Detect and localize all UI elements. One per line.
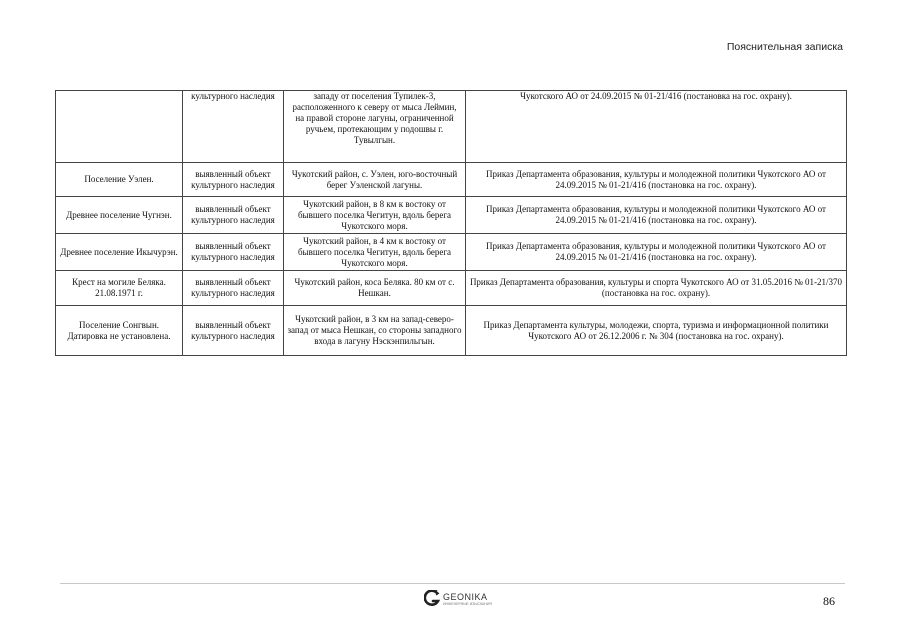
cell-object-location: Чукотский район, с. Уэлен, юго-восточный берег Уэленской лагуны. [284, 163, 466, 197]
table-row [56, 197, 847, 234]
cell-protection-document: Приказ Департамента культуры, молодежи, спорта, туризма и информационной политики Чукотского АО от 26.12.2006 г. № 304 (постановка на гос. охрану). [466, 306, 847, 356]
document-header-title: Пояснительная записка [726, 41, 843, 53]
heritage-objects-table [55, 90, 847, 356]
cell-object-name: Крест на могиле Беляка. 21.08.1971 г. [56, 271, 183, 306]
cell-object-type: выявленный объект культурного наследия [183, 306, 284, 356]
cell-object-location: Чукотский район, в 3 км на запад-северо-запад от мыса Нешкан, со стороны западного входа в лагуну Нэскэнпильгын. [284, 306, 466, 356]
cell-object-location: Чукотский район, в 4 км к востоку от бывшего поселка Чегитун, вдоль берега Чукотского моря. [284, 234, 466, 271]
cell-object-type: выявленный объект культурного наследия [183, 197, 284, 234]
table-row [56, 234, 847, 271]
cell-protection-document: Чукотского АО от 24.09.2015 № 01-21/416 (постановка на гос. охрану). [466, 91, 847, 163]
geonika-logo [424, 590, 492, 608]
cell-object-type: культурного наследия [183, 91, 284, 163]
cell-object-name: Поселение Уэлен. [56, 163, 183, 197]
logo-tagline: ИНЖЕНЕРНЫЕ ИЗЫСКАНИЯ [443, 602, 492, 606]
cell-protection-document: Приказ Департамента образования, культуры и молодежной политики Чукотского АО от 24.09.2015 № 01-21/416 (постановка на гос. охрану). [466, 234, 847, 271]
cell-object-name [56, 91, 183, 163]
cell-protection-document: Приказ Департамента образования, культуры и спорта Чукотского АО от 31.05.2016 № 01-21/370 (постановка на гос. охрану). [466, 271, 847, 306]
table-row [56, 306, 847, 356]
cell-object-type: выявленный объект культурного наследия [183, 271, 284, 306]
cell-object-type: выявленный объект культурного наследия [183, 163, 284, 197]
footer-divider [60, 583, 845, 584]
cell-object-name: Древнее поселение Икычурэн. [56, 234, 183, 271]
cell-object-location: Чукотский район, в 8 км к востоку от бывшего поселка Чегитун, вдоль берега Чукотского моря. [284, 197, 466, 234]
cell-object-name: Поселение Сонгвын. Датировка не установлена. [56, 306, 183, 356]
table-row [56, 163, 847, 197]
page-number: 86 [823, 594, 835, 608]
cell-object-name: Древнее поселение Чугнэн. [56, 197, 183, 234]
cell-object-type: выявленный объект культурного наследия [183, 234, 284, 271]
cell-protection-document: Приказ Департамента образования, культуры и молодежной политики Чукотского АО от 24.09.2015 № 01-21/416 (постановка на гос. охрану). [466, 163, 847, 197]
logo-name: GEONIKA [443, 592, 488, 602]
table-row [56, 91, 847, 163]
cell-object-location: западу от поселения Тупилек-3, расположенного к северу от мыса Леймин, на правой стороне лагуны, ограниченной ручьем, протекающим у подошвы г. Тувылгын. [284, 91, 466, 163]
geonika-logo-icon [424, 590, 440, 608]
cell-protection-document: Приказ Департамента образования, культуры и молодежной политики Чукотского АО от 24.09.2015 № 01-21/416 (постановка на гос. охрану). [466, 197, 847, 234]
table-row [56, 271, 847, 306]
cell-object-location: Чукотский район, коса Беляка. 80 км от с. Нешкан. [284, 271, 466, 306]
